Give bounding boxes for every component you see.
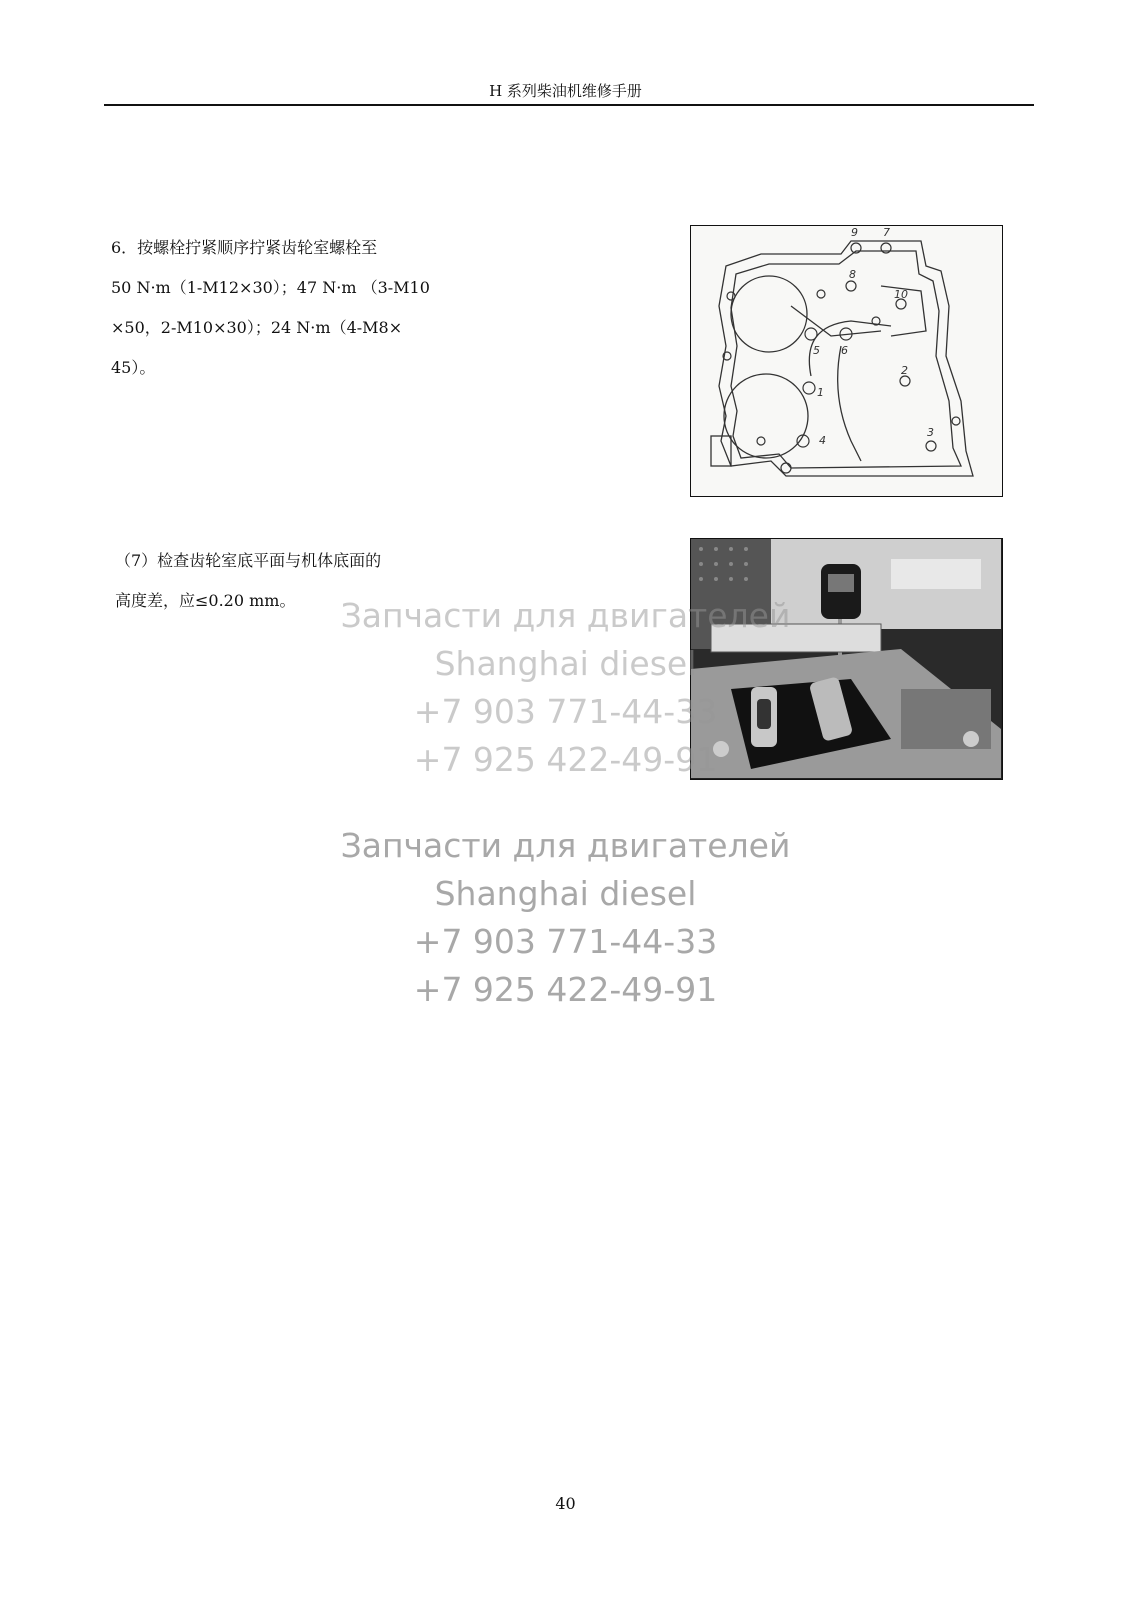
bolt-label: 8 [849,268,856,281]
step-6-line: ×50，2-M10×30）；24 N·m（4-M8× [111,318,403,337]
step-7-line: （7）检查齿轮室底平面与机体底面的 [115,551,382,570]
bolt-label: 5 [813,344,820,357]
step-6-line: 45）。 [111,358,156,377]
step-7-line: 高度差，应≤0.20 mm。 [115,591,296,610]
step-6-text [111,228,451,388]
step-6-line: 50 N·m（1-M12×30）；47 N·m （3-M10 [111,278,430,297]
watermark-line: +7 903 771-44-33 [413,692,718,731]
gear-housing-drawing [691,226,1001,495]
watermark-overlay-top [0,592,1131,784]
bolt-label: 4 [819,434,826,447]
watermark-line: Запчасти для двигателей [340,826,791,865]
bolt-label: 9 [851,226,858,239]
watermark-line: +7 903 771-44-33 [413,922,718,961]
bolt-label: 2 [901,364,908,377]
header-rule [104,104,1034,106]
watermark-line: Shanghai diesel [434,644,697,683]
page-number: 40 [555,1494,576,1513]
bolt-label: 1 [817,386,824,399]
watermark-line: Shanghai diesel [434,874,697,913]
bolt-label: 10 [894,288,908,301]
bolt-label: 7 [883,226,890,239]
watermark-line: +7 925 422-49-91 [413,740,718,779]
bolt-label: 3 [927,426,934,439]
bolt-label: 6 [841,344,848,357]
watermark-line: +7 925 422-49-91 [413,970,718,1009]
watermark-overlay-bottom [0,822,1131,1014]
step-6-line: 6．按螺栓拧紧顺序拧紧齿轮室螺栓至 [111,238,378,257]
watermark-line: Запчасти для двигателей [340,596,791,635]
running-header: H 系列柴油机维修手册 [489,82,642,100]
gear-housing-bolt-sequence-figure [690,225,1003,497]
